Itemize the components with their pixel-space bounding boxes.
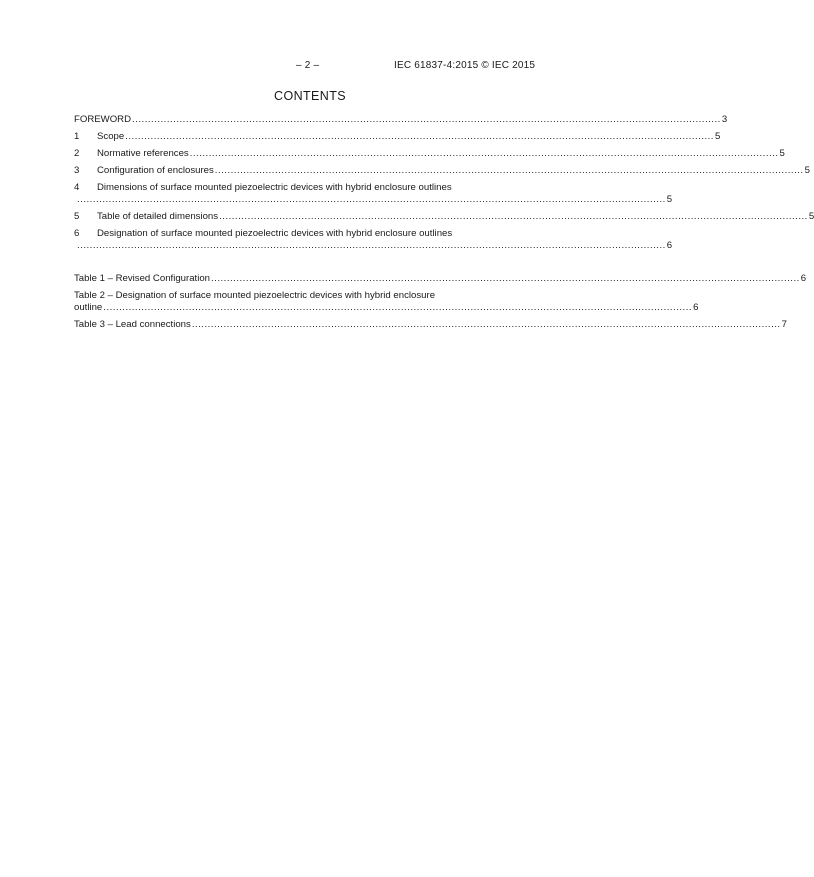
toc-entry-section-4[interactable] xyxy=(74,182,673,211)
toc-entry-page: 5 xyxy=(808,211,814,222)
toc-entry-section-1[interactable] xyxy=(74,131,721,148)
toc-entry-table-2[interactable] xyxy=(74,290,699,319)
toc-entry-foreword[interactable] xyxy=(74,114,728,131)
toc-entry-page: 5 xyxy=(714,131,721,142)
toc-entry-page: 6 xyxy=(693,302,699,313)
toc-entry-label: Configuration of enclosures xyxy=(97,165,214,176)
dot-leader: .......................................................................................................................................................................................... xyxy=(211,273,800,284)
contents-title: CONTENTS xyxy=(274,89,346,103)
toc-entry-section-6[interactable] xyxy=(74,228,673,257)
toc-entry-section-3[interactable] xyxy=(74,165,810,182)
dot-leader: .......................................................................................................................................................................................... xyxy=(77,240,666,251)
toc-entry-section-5[interactable] xyxy=(74,211,814,228)
toc-entry-label: Normative references xyxy=(97,148,189,159)
toc-entry-section-2[interactable] xyxy=(74,148,785,165)
toc-entry-label: Table of detailed dimensions xyxy=(97,211,219,222)
dot-leader: .......................................................................................................................................................................................... xyxy=(125,131,714,142)
dot-leader: .......................................................................................................................................................................................... xyxy=(214,165,804,176)
toc-entry-label: Dimensions of surface mounted piezoelectric devices with hybrid enclosure outlines xyxy=(97,182,452,193)
section-number: 5 xyxy=(74,211,80,222)
toc-entry-table-1[interactable] xyxy=(74,273,807,290)
section-number: 6 xyxy=(74,228,80,239)
table-of-contents xyxy=(74,114,814,336)
dot-leader: .......................................................................................................................................................................................... xyxy=(77,194,666,205)
section-number: 2 xyxy=(74,148,80,159)
document-identifier: IEC 61837-4:2015 © IEC 2015 xyxy=(394,60,536,71)
toc-entry-page: 5 xyxy=(804,165,810,176)
toc-entry-label: Scope xyxy=(97,131,125,142)
dot-leader: .......................................................................................................................................................................................... xyxy=(219,211,808,222)
section-number: 1 xyxy=(74,131,80,142)
toc-entry-page: 5 xyxy=(779,148,785,159)
section-number: 3 xyxy=(74,165,80,176)
toc-entry-label: Table 2 – Designation of surface mounted piezoelectric devices with hybrid enclosure xyxy=(74,290,436,301)
section-number: 4 xyxy=(74,182,80,193)
toc-entry-page: 6 xyxy=(666,240,673,251)
dot-leader: .......................................................................................................................................................................................... xyxy=(132,114,721,125)
toc-entry-label: Table 1 – Revised Configuration xyxy=(74,273,210,284)
toc-entry-page: 6 xyxy=(800,273,807,284)
toc-entry-label-continued: outline xyxy=(74,302,103,313)
toc-entry-label: FOREWORD xyxy=(74,114,132,125)
toc-entry-page: 3 xyxy=(721,114,728,125)
dot-leader: .......................................................................................................................................................................................... xyxy=(189,148,779,159)
toc-entry-page: 7 xyxy=(781,319,787,330)
dot-leader: .......................................................................................................................................................................................... xyxy=(103,302,693,313)
toc-entry-table-3[interactable] xyxy=(74,319,787,336)
toc-entry-label: Designation of surface mounted piezoelectric devices with hybrid enclosure outlines xyxy=(97,228,453,239)
toc-entry-label: Table 3 – Lead connections xyxy=(74,319,191,330)
dot-leader: .......................................................................................................................................................................................... xyxy=(191,319,781,330)
page-number: – 2 – xyxy=(296,60,320,71)
toc-entry-page: 5 xyxy=(666,194,673,205)
